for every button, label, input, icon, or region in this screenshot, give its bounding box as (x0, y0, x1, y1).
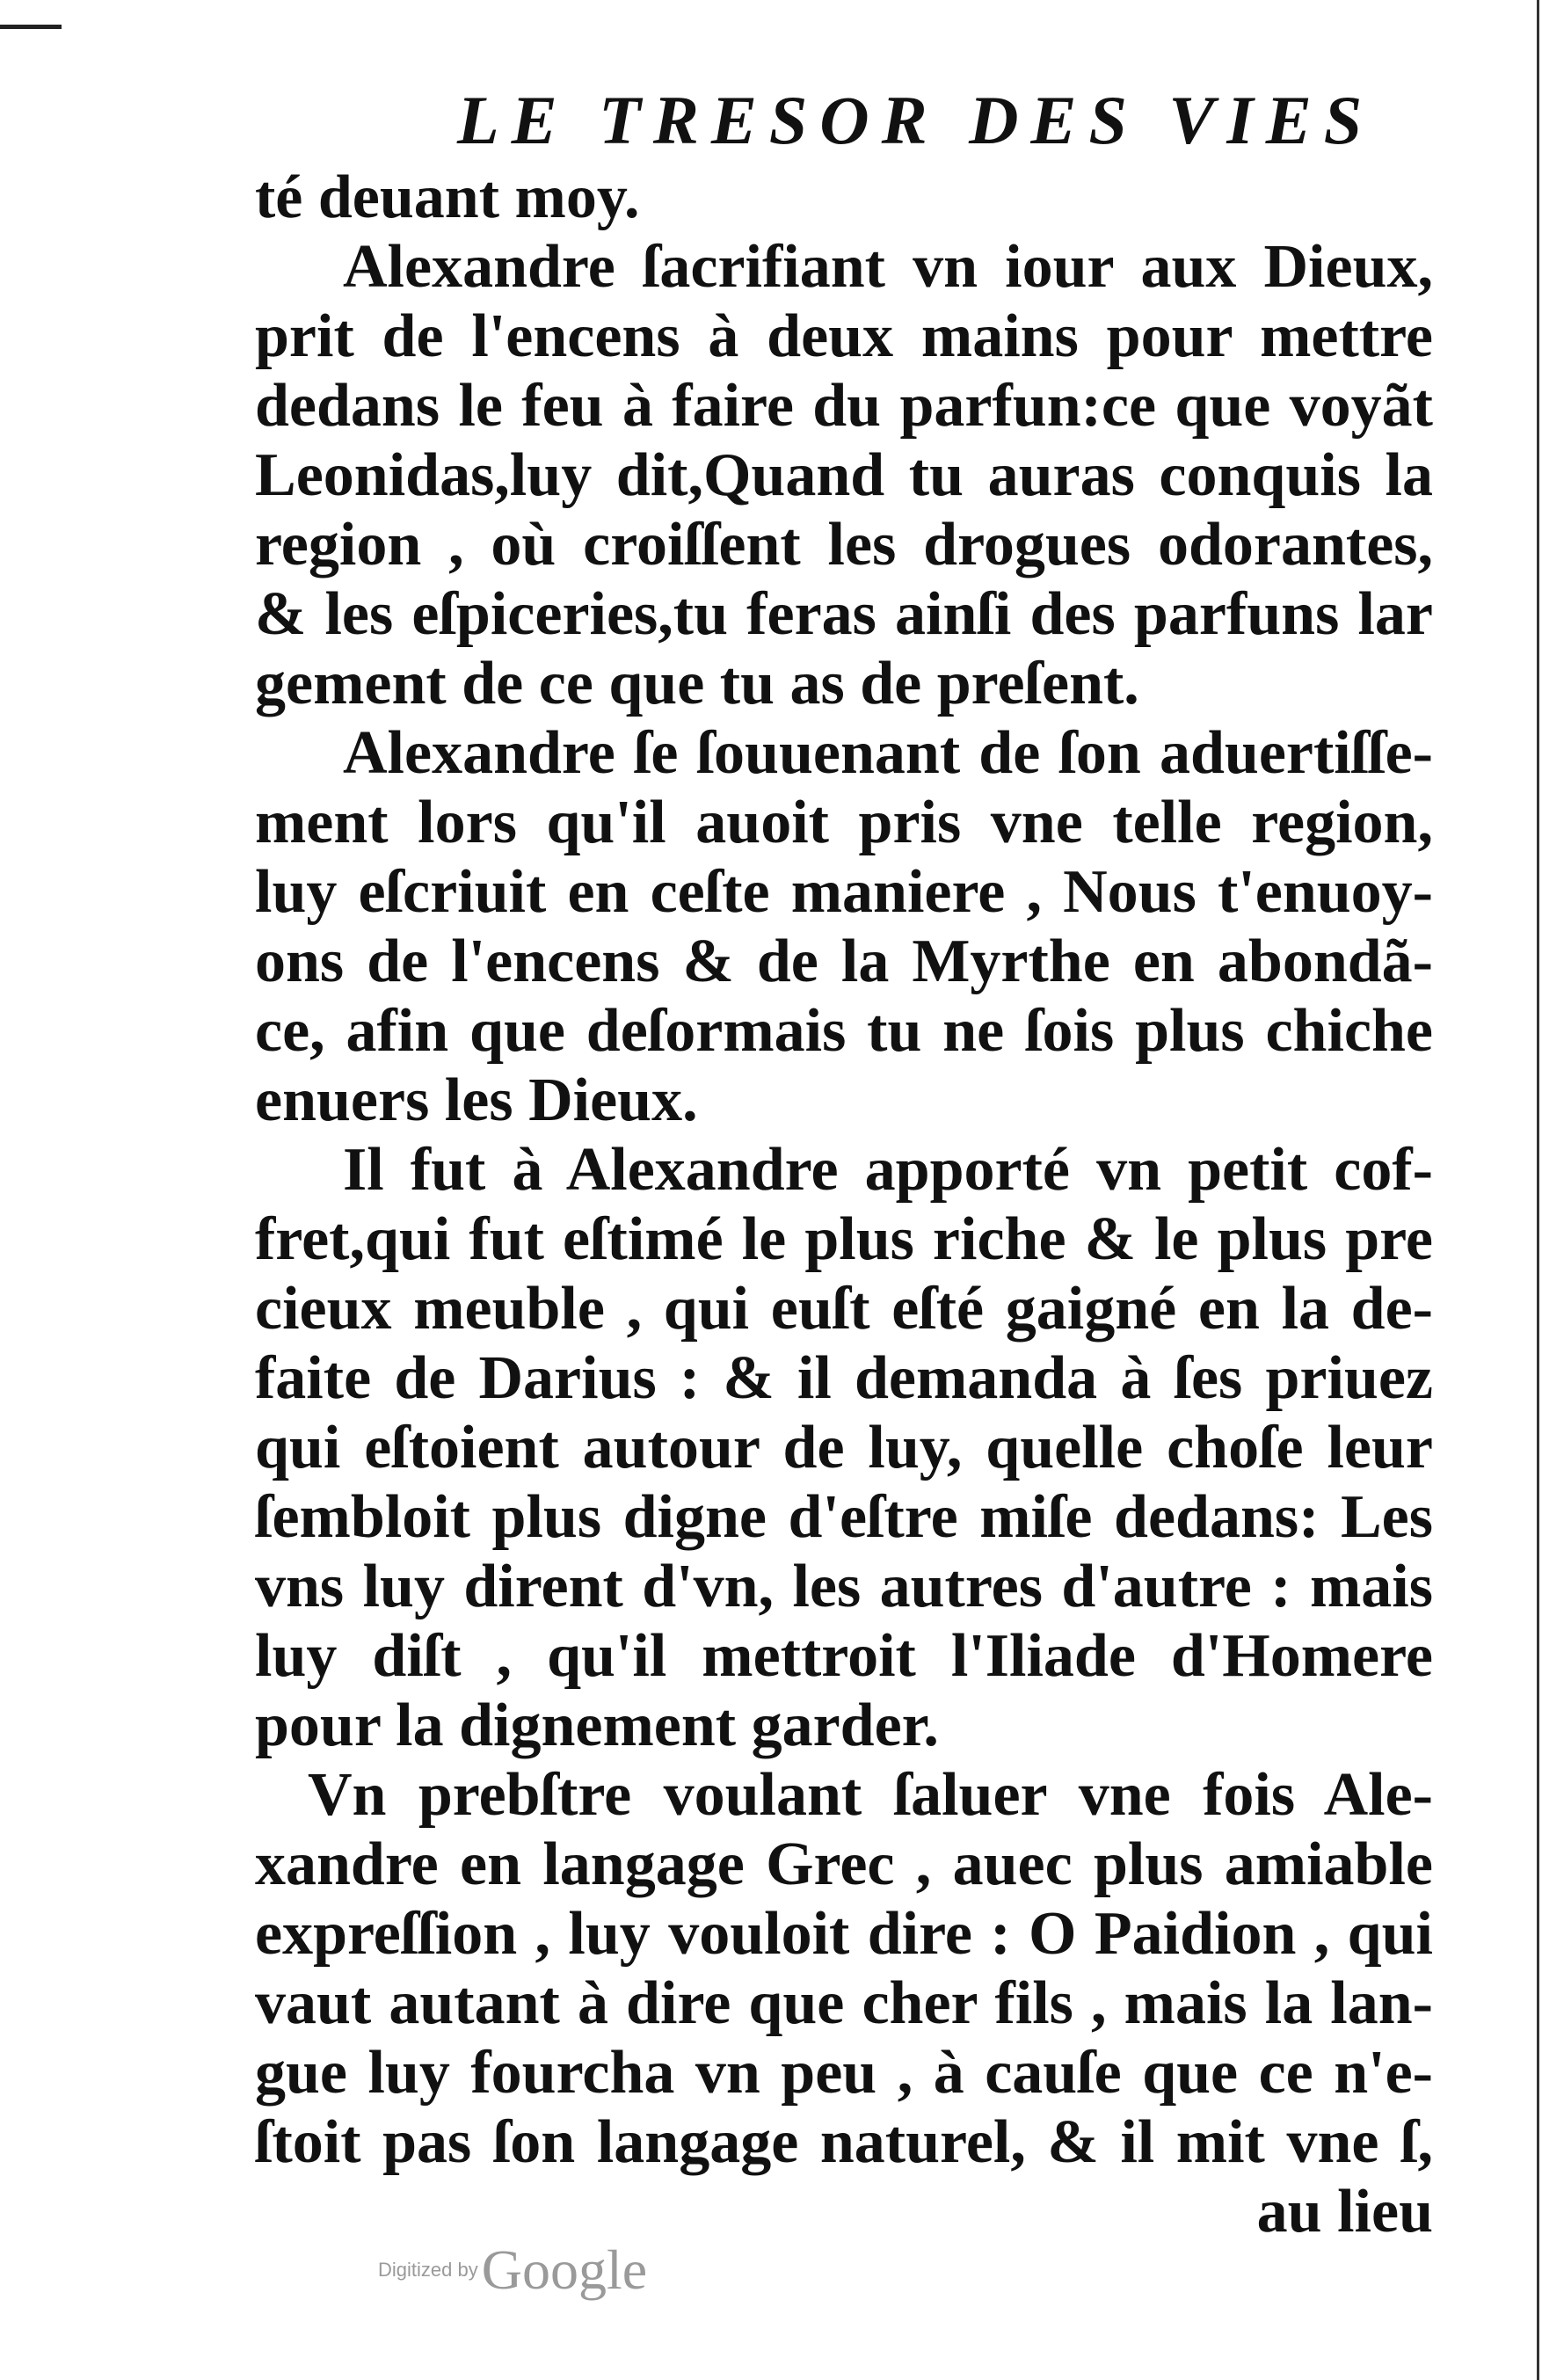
text-line: Il fut à Alexandre apporté vn petit cof- (343, 1136, 1433, 1204)
text-line: gement de ce que tu as de preſent. (255, 650, 1139, 717)
text-line: ſembloit plus digne d'eſtre miſe dedans: Les (255, 1483, 1433, 1551)
catchword: au lieu (1256, 2178, 1433, 2245)
text-line: qui eſtoient autour de luy, quelle choſe leur (255, 1414, 1433, 1481)
text-line: enuers les Dieux. (255, 1066, 698, 1134)
running-title: LE TRESOR DES VIES (457, 82, 1375, 158)
text-line: ons de l'encens & de la Myrthe en abondã- (255, 928, 1433, 995)
corner-mark (0, 25, 62, 29)
text-line: & les eſpiceries,tu feras ainſi des parfuns lar (255, 580, 1433, 648)
text-line: prit de l'encens à deux mains pour mettre (255, 302, 1433, 370)
text-line: luy eſcriuit en ceſte maniere , Nous t'enuoy- (255, 858, 1433, 926)
text-line: pour la dignement garder. (255, 1692, 939, 1759)
text-line: té deuant moy. (255, 164, 640, 231)
text-line: ce, afin que deſormais tu ne ſois plus chiche (255, 997, 1433, 1065)
digitized-footer (378, 2238, 647, 2303)
text-line: luy diſt , qu'il mettroit l'Iliade d'Homere (255, 1622, 1433, 1690)
text-line: region , où croiſſent les drogues odorantes, (255, 511, 1433, 579)
text-line: Alexandre ſacrifiant vn iour aux Dieux, (343, 233, 1433, 301)
text-line: gue luy fourcha vn peu , à cauſe que ce n'e- (255, 2039, 1433, 2107)
body-text (255, 163, 1433, 2246)
text-line: ment lors qu'il auoit pris vne telle region, (255, 789, 1433, 856)
text-line: Vn prebſtre voulant ſaluer vne fois Ale- (308, 1761, 1433, 1829)
text-line: dedans le feu à faire du parfun:ce que voyãt (255, 372, 1433, 440)
text-line: cieux meuble , qui euſt eſté gaigné en la de- (255, 1275, 1433, 1343)
text-line: Leonidas,luy dit,Quand tu auras conquis la (255, 441, 1433, 509)
text-line: fret,qui fut eſtimé le plus riche & le plus pre (255, 1205, 1433, 1273)
text-line: vns luy dirent d'vn, les autres d'autre : mais (255, 1553, 1433, 1620)
text-line: ſtoit pas ſon langage naturel, & il mit vne ſ, (255, 2108, 1433, 2176)
text-line: Alexandre ſe ſouuenant de ſon aduertiſſe- (343, 719, 1433, 787)
google-logo: Google (481, 2238, 648, 2301)
digitized-label: Digitized by (378, 2259, 478, 2281)
text-line: xandre en langage Grec , auec plus amiable (255, 1830, 1433, 1898)
text-line: vaut autant à dire que cher fils , mais la lan- (255, 1969, 1433, 2037)
page-edge-line (1537, 0, 1539, 2380)
text-line: faite de Darius : & il demanda à ſes priuez (255, 1344, 1433, 1412)
text-line: expreſſion , luy vouloit dire : O Paidion , qui (255, 1900, 1433, 1968)
